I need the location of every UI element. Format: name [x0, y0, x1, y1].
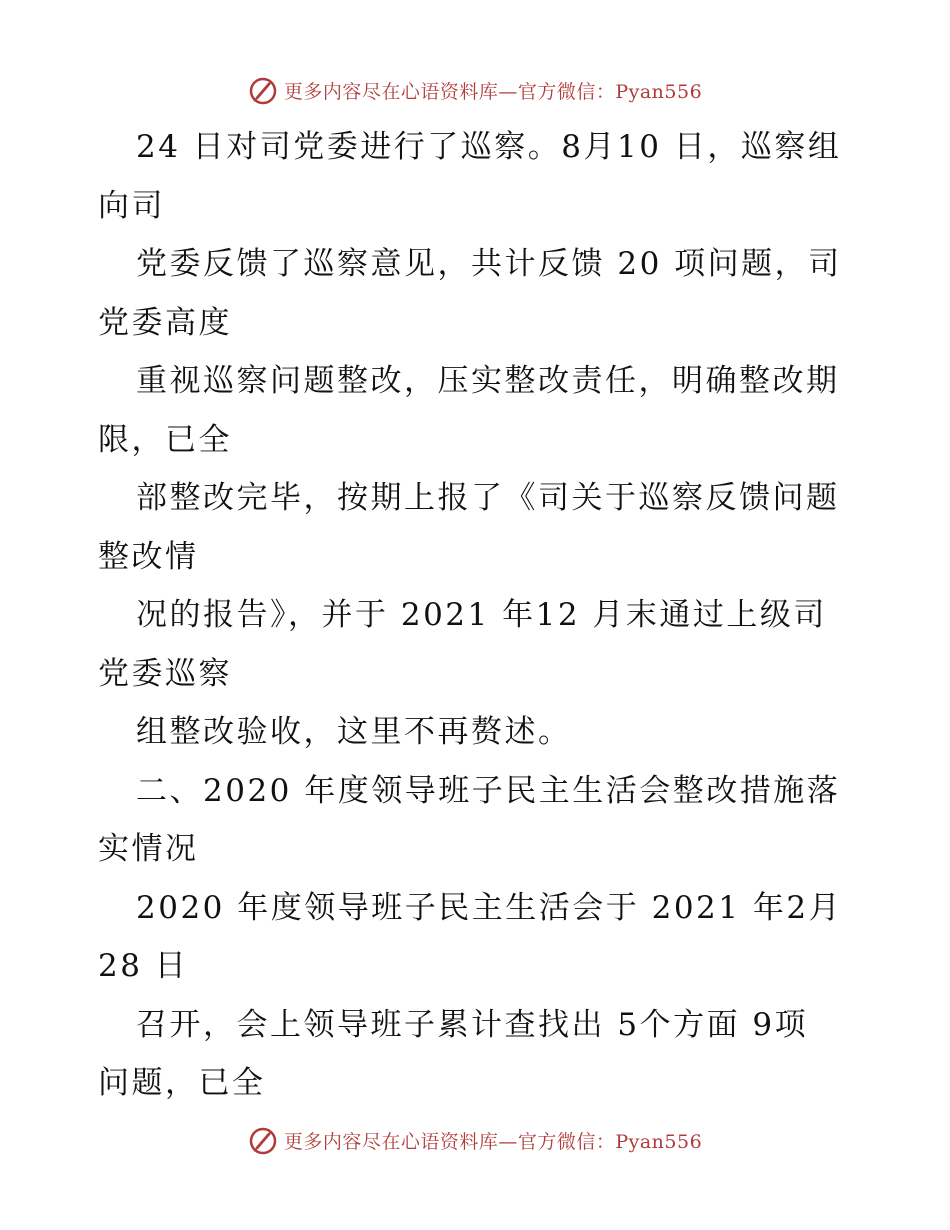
body-line: 限，已全	[98, 421, 232, 458]
body-line: 28 日	[98, 948, 189, 984]
header-watermark-text: 更多内容尽在心语资料库—官方微信：Pyan556	[283, 80, 703, 103]
body-line: 重视巡察问题整改，压实整改责任，明确整改期	[136, 363, 840, 399]
body-line: 部整改完毕，按期上报了《司关于巡察反馈问题	[136, 480, 840, 516]
quill-logo-icon	[248, 75, 278, 105]
section-heading-line: 二、2020 年度领导班子民主生活会整改措施落	[136, 772, 841, 809]
body-line: 整改情	[98, 538, 199, 575]
body-line: 组整改验收，这里不再赘述。	[136, 714, 572, 750]
body-line: 党委反馈了巡察意见，共计反馈 20 项问题，司	[136, 246, 842, 282]
section-heading-line: 实情况	[98, 831, 199, 867]
body-line: 党委高度	[98, 304, 232, 341]
body-line: 向司	[98, 187, 165, 224]
body-line: 问题，已全	[98, 1065, 266, 1101]
footer-watermark	[0, 1120, 950, 1160]
body-line: 党委巡察	[98, 655, 232, 692]
document-body	[98, 118, 858, 1113]
quill-logo-icon	[248, 1125, 278, 1155]
body-line: 2020 年度领导班子民主生活会于 2021 年2月	[136, 889, 843, 926]
body-line: 召开，会上领导班子累计查找出 5个方面 9项	[136, 1006, 809, 1043]
body-line: 况的报告》，并于 2021 年12 月末通过上级司	[136, 597, 827, 633]
header-watermark	[0, 70, 950, 110]
body-line: 24 日对司党委进行了巡察。8月10 日，巡察组	[136, 129, 842, 165]
footer-watermark-text: 更多内容尽在心语资料库—官方微信：Pyan556	[283, 1130, 703, 1153]
